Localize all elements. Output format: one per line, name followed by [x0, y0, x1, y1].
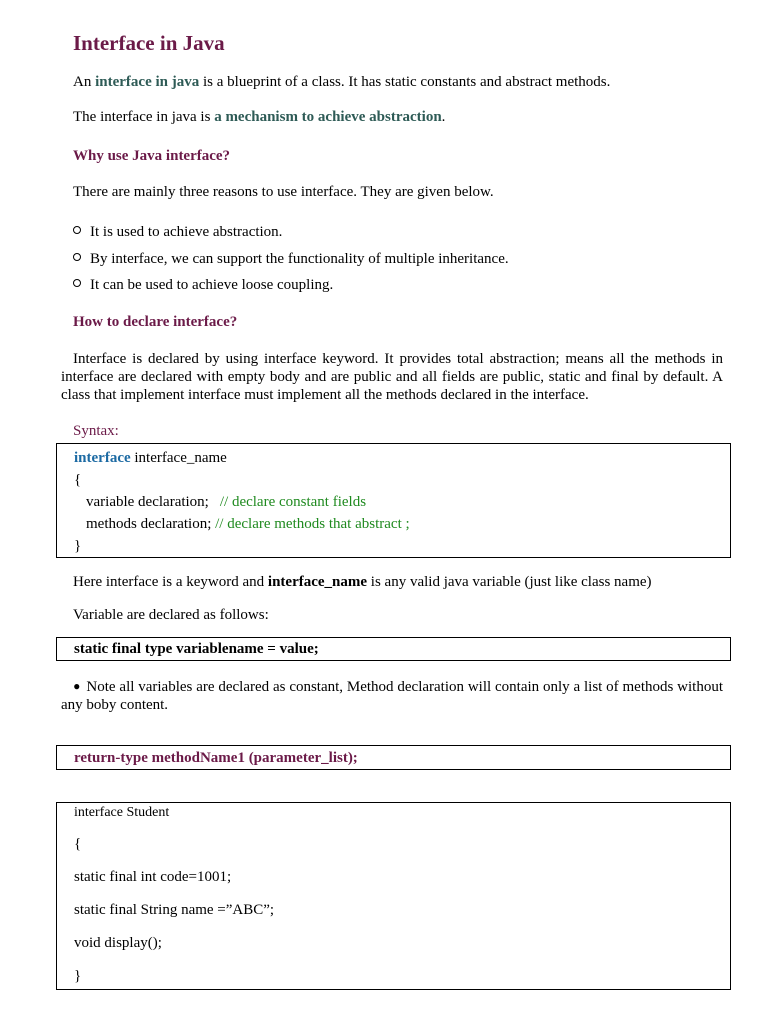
interface-keyword: interface: [74, 450, 131, 466]
intro-p2-pre: The interface in java is: [73, 109, 215, 125]
explain-pre: Here interface is a keyword and: [73, 574, 268, 590]
syntax-line-variable: [86, 494, 366, 511]
syntax-label: Syntax:: [73, 423, 119, 439]
why-heading: Why use Java interface?: [73, 148, 231, 164]
list-item-text: It can be used to achieve loose coupling.: [90, 277, 334, 293]
note-text: Note all variables are declared as constant, Method declaration will contain only a list of methods without any boby content.: [61, 679, 723, 713]
explain-paragraph: [73, 573, 652, 591]
intro-p2-term: a mechanism to achieve abstraction: [214, 109, 442, 125]
example-line: interface Student: [74, 805, 170, 820]
method-box: [56, 745, 731, 770]
methods-declaration: methods declaration;: [86, 516, 212, 532]
intro-p1-post: is a blueprint of a class. It has static constants and abstract methods.: [199, 74, 611, 90]
list-item-text: It is used to achieve abstraction.: [90, 224, 283, 240]
example-line: {: [74, 836, 82, 852]
list-item: [73, 276, 333, 294]
bullet-icon: [73, 279, 81, 287]
bullet-icon: [73, 226, 81, 234]
note-paragraph: [61, 677, 723, 714]
list-item: [73, 250, 509, 268]
declare-heading: How to declare interface?: [73, 314, 238, 330]
list-item: [73, 223, 282, 241]
variable-box: [56, 637, 731, 661]
example-line: static final String name =”ABC”;: [74, 902, 275, 918]
bullet-icon: [73, 253, 81, 261]
syntax-box: [56, 443, 731, 558]
intro-p2-post: .: [441, 109, 446, 125]
syntax-open-brace: {: [74, 472, 82, 488]
declare-paragraph: Interface is declared by using interface keyword. It provides total abstraction; means all the methods in interface are declared with empty body and are public and all fields are public, static and final by default. A class that implement interface must implement all the methods declared in the interface.: [61, 351, 723, 403]
list-item-text: By interface, we can support the functionality of multiple inheritance.: [90, 251, 509, 267]
example-line: }: [74, 968, 82, 984]
intro-p1-pre: An: [73, 74, 96, 90]
variable-declaration: variable declaration;: [86, 494, 209, 510]
intro-paragraph-2: [73, 108, 445, 126]
note-bullet-icon: ●: [73, 679, 81, 693]
example-line: static final int code=1001;: [74, 869, 232, 885]
intro-paragraph-1: [73, 73, 610, 91]
explain-post: is any valid java variable (just like class name): [367, 574, 652, 590]
syntax-close-brace: }: [74, 538, 82, 554]
variable-lead: Variable are declared as follows:: [73, 607, 269, 623]
syntax-line-methods: [86, 516, 410, 533]
explain-term: interface_name: [267, 574, 368, 590]
variable-syntax: static final type variablename = value;: [74, 641, 319, 657]
example-line: void display();: [74, 935, 162, 951]
interface-name: interface_name: [130, 450, 227, 466]
page-title: Interface in Java: [73, 31, 225, 55]
why-lead: There are mainly three reasons to use interface. They are given below.: [73, 184, 494, 200]
method-syntax: return-type methodName1 (parameter_list);: [74, 750, 358, 766]
variable-comment: // declare constant fields: [219, 494, 367, 510]
intro-p1-term: interface in java: [95, 74, 200, 90]
methods-comment: // declare methods that abstract ;: [215, 516, 410, 532]
example-box: [56, 802, 731, 990]
syntax-line-1: [74, 450, 227, 467]
